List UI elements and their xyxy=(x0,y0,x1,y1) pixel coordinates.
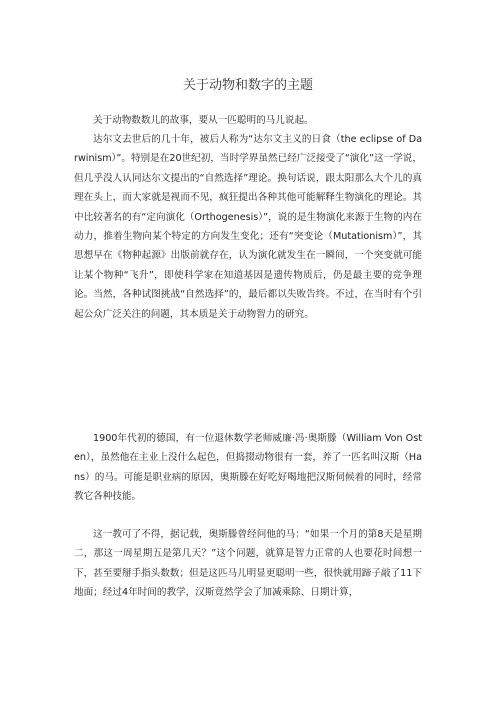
paragraph-osten: 1900年代初的德国，有一位退休数学老师威廉·冯·奥斯滕（William Von Osten），虽然他在主业上没什么起色，但捣掇动物很有一套，养了一匹名叫汉斯（Hans）的马。可能是职业病的原因，奥斯滕在好吃好喝地把汉斯伺候着的同时，经常教它各种技能。 xyxy=(74,433,422,503)
paragraph-darwinism: 达尔文去世后的几十年，被后人称为“达尔文主义的日食（the eclipse of Darwinism）”。特别是在20世纪初，当时学界虽然已经广泛接受了“演化”这一学说，但几乎没人认同达尔文提出的“自然选择”理论。换句话说，跟太阳那么大个儿的真理在头上，而大家就是视而不见，疯狂提出各种其他可能解释生物演化的理论。其中比较著名的有“定向演化（Orthogenesis）”，说的是生物演化来源于生物的内在动力，推着生物向某个特定的方向发生变化；还有“突变论（Mutationism）”，其思想早在《物种起源》出版前就存在，认为演化就发生在一瞬间，一个突变就可能让某个物种“飞升”，即使科学家在知道基因是遗传物质后，仍是最主要的竞争理论。当然，各种试图挑战“自然选择”的，最后都以失败告终。不过，在当时有个引起公众广泛关注的问题，其本质是关于动物智力的研究。 xyxy=(74,134,422,320)
paragraph-hans-teaching: 这一教可了不得，据记载，奥斯滕曾经问他的马：“如果一个月的第8天是星期二，那这一周星期五是第几天？”这个问题，就算是智力正常的人也要花时间想一下，甚至要掰手指头数数；但是这匹马儿明显更聪明一些，很快就用蹄子敲了11下地面；经过4年时间的教学，汉斯竟然学会了加减乘除、日期计算， xyxy=(74,529,422,599)
paragraph-intro: 关于动物数数儿的故事，要从一匹聪明的马儿说起。 xyxy=(93,115,314,126)
document-title: 关于动物和数字的主题 xyxy=(182,78,313,93)
